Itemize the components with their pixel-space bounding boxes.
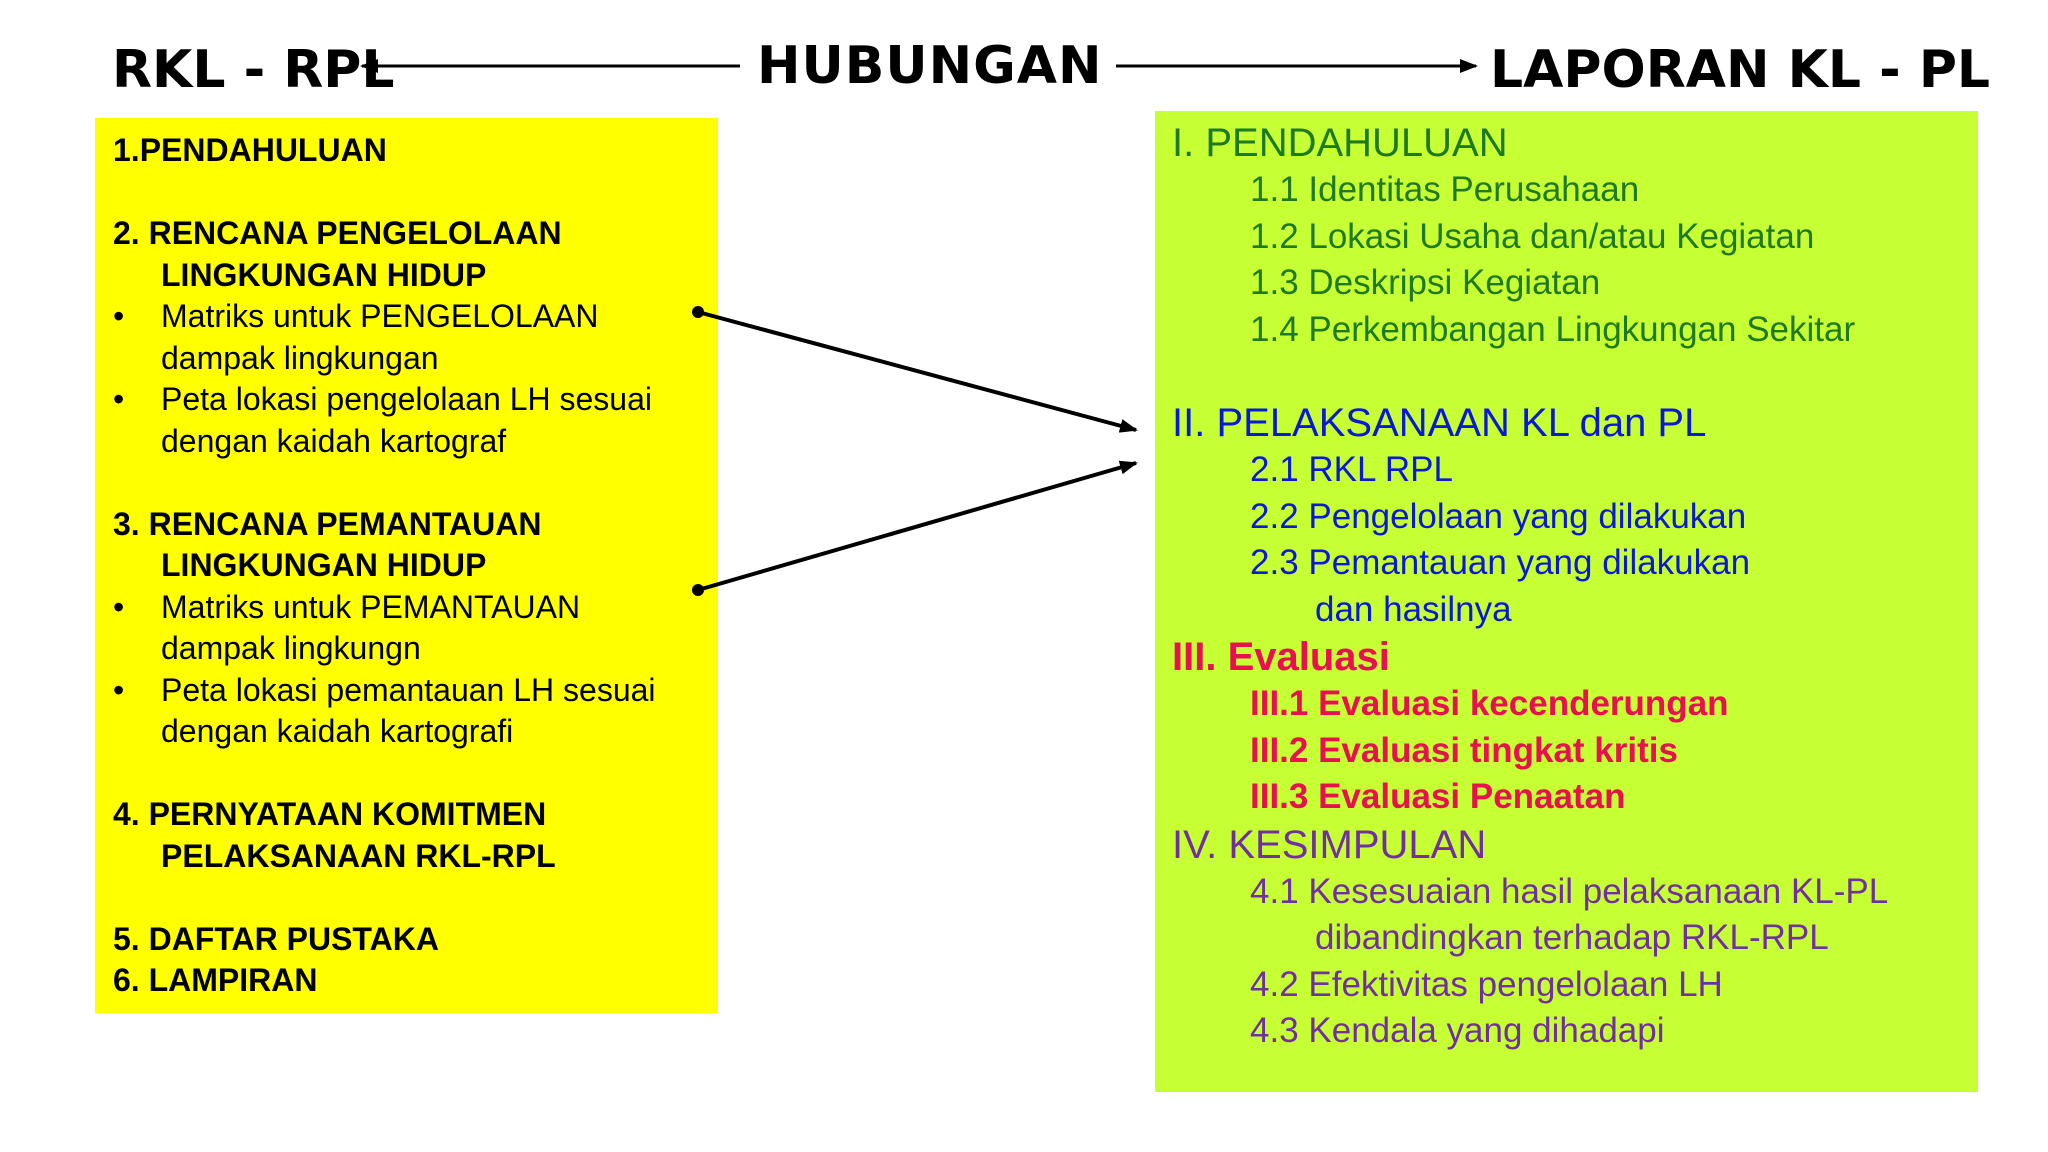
subsection-perkembangan-lingkungan: 1.4 Perkembangan Lingkungan Sekitar	[1250, 309, 1856, 349]
subsection-evaluasi-kecenderungan: III.1 Evaluasi kecenderungan	[1250, 684, 1729, 723]
section-evaluasi: III. Evaluasi	[1172, 635, 1390, 679]
bullet-icon: •	[113, 588, 125, 625]
bullet-peta-pemantauan-cont: dengan kaidah kartografi	[161, 713, 514, 749]
subsection-pengelolaan: 2.2 Pengelolaan yang dilakukan	[1250, 496, 1747, 536]
bullet-icon: •	[113, 671, 125, 708]
header-hubungan: HUBUNGAN	[757, 36, 1103, 96]
bullet-matriks-pengelolaan: • Matriks untuk PENGELOLAAN	[113, 296, 700, 338]
outline-item-pendahuluan: 1.PENDAHULUAN	[113, 132, 387, 168]
subsection-pemantauan: 2.3 Pemantauan yang dilakukan	[1250, 543, 1751, 582]
subsection-identitas-perusahaan: 1.1 Identitas Perusahaan	[1250, 170, 1640, 209]
section-pendahuluan: I. PENDAHULUAN	[1172, 121, 1508, 165]
arrow-pengelolaan-to-pelaksanaan	[698, 312, 1136, 430]
subsection-kesesuaian-hasil: 4.1 Kesesuaian hasil pelaksanaan KL-PL	[1250, 871, 1889, 911]
section-kesimpulan: IV. KESIMPULAN	[1172, 822, 1487, 867]
outline-item-rencana-pemantauan-cont: LINGKUNGAN HIDUP	[161, 547, 487, 583]
outline-item-rencana-pemantauan: 3. RENCANA PEMANTAUAN	[113, 505, 542, 542]
bullet-icon: •	[113, 298, 125, 334]
header-rkl-rpl: RKL - RPL	[112, 40, 395, 100]
subsection-deskripsi-kegiatan: 1.3 Deskripsi Kegiatan	[1250, 263, 1601, 302]
laporan-kl-pl-outline-box	[1155, 111, 1978, 1092]
bullet-icon: •	[113, 381, 125, 417]
bullet-matriks-pengelolaan-cont: dampak lingkungan	[161, 339, 439, 376]
subsection-efektivitas-pengelolaan: 4.2 Efektivitas pengelolaan LH	[1250, 964, 1723, 1004]
rkl-rpl-outline-box	[95, 118, 718, 1013]
bullet-peta-pengelolaan-cont: dengan kaidah kartograf	[161, 422, 507, 459]
outline-item-rencana-pengelolaan: 2. RENCANA PENGELOLAAN	[113, 215, 562, 251]
bullet-matriks-pemantauan: • Matriks untuk PEMANTAUAN	[113, 587, 700, 629]
bullet-matriks-pemantauan-cont: dampak lingkungn	[161, 630, 421, 666]
subsection-lokasi-usaha: 1.2 Lokasi Usaha dan/atau Kegiatan	[1250, 216, 1815, 256]
outline-item-rencana-pengelolaan-cont: LINGKUNGAN HIDUP	[161, 256, 487, 293]
subsection-evaluasi-penaatan: III.3 Evaluasi Penaatan	[1250, 777, 1626, 816]
section-pelaksanaan: II. PELAKSANAAN KL dan PL	[1172, 401, 1707, 445]
arrow-pemantauan-to-pelaksanaan	[698, 463, 1136, 590]
outline-item-pernyataan-komitmen: 4. PERNYATAAN KOMITMEN	[113, 796, 547, 832]
subsection-kendala: 4.3 Kendala yang dihadapi	[1250, 1011, 1665, 1050]
subsection-rkl-rpl: 2.1 RKL RPL	[1250, 450, 1453, 489]
header-laporan-kl-pl: LAPORAN KL - PL	[1490, 40, 1991, 100]
subsection-kesesuaian-hasil-cont: dibandingkan terhadap RKL-RPL	[1315, 918, 1829, 957]
outline-item-lampiran: 6. LAMPIRAN	[113, 962, 318, 998]
outline-item-daftar-pustaka: 5. DAFTAR PUSTAKA	[113, 920, 439, 957]
subsection-evaluasi-tingkat-kritis: III.2 Evaluasi tingkat kritis	[1250, 730, 1678, 770]
bullet-peta-pengelolaan: • Peta lokasi pengelolaan LH sesuai	[113, 379, 700, 421]
bullet-peta-pemantauan: • Peta lokasi pemantauan LH sesuai	[113, 670, 700, 712]
subsection-pemantauan-cont: dan hasilnya	[1315, 589, 1512, 629]
outline-item-pernyataan-komitmen-cont: PELAKSANAAN RKL-RPL	[161, 837, 556, 874]
